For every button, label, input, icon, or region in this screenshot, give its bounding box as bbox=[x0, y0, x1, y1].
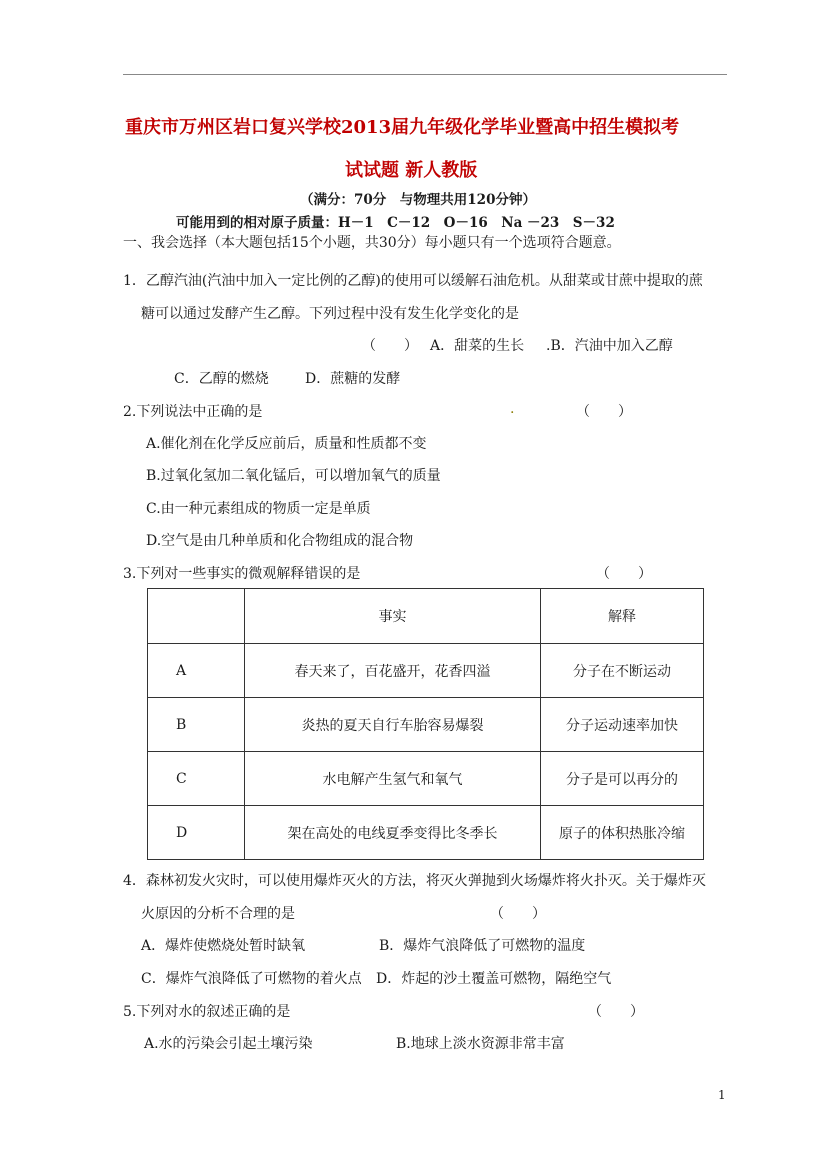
table-cell: B bbox=[148, 698, 245, 752]
q2-option-a: A.催化剂在化学反应前后，质量和性质都不变 bbox=[146, 436, 427, 452]
q2-option-d: D.空气是由几种单质和化合物组成的混合物 bbox=[146, 533, 414, 549]
table-row bbox=[148, 698, 704, 752]
document-title-line1: 重庆市万州区岩口复兴学校2013届九年级化学毕业暨高中招生模拟考 bbox=[125, 117, 680, 138]
page-number: 1 bbox=[718, 1088, 726, 1102]
atomic-masses: 可能用到的相对原子质量：H－1 C－12 O－16 Na －23 S－32 bbox=[176, 215, 615, 231]
q5-option-b: B.地球上淡水资源非常丰富 bbox=[396, 1036, 565, 1052]
q4-answer-paren: （ ） bbox=[490, 906, 546, 922]
q2-stem: 2.下列说法中正确的是 bbox=[123, 404, 263, 420]
table-cell: 原子的体积热胀冷缩 bbox=[541, 806, 704, 860]
q2-answer-paren: （ ） bbox=[576, 404, 632, 420]
table-cell: 分子在不断运动 bbox=[541, 644, 704, 698]
q3-stem: 3.下列对一些事实的微观解释错误的是 bbox=[123, 566, 361, 582]
q4-option-c: C．爆炸气浪降低了可燃物的着火点 bbox=[141, 971, 362, 987]
table-row bbox=[148, 806, 704, 860]
q2-stray-dot: . bbox=[510, 401, 515, 417]
q1-option-b: .B．汽油中加入乙醇 bbox=[546, 338, 673, 354]
table-header-cell: 解释 bbox=[541, 589, 704, 644]
q2-option-c: C.由一种元素组成的物质一定是单质 bbox=[146, 501, 371, 517]
q4-line2: 火原因的分析不合理的是 bbox=[141, 906, 295, 922]
table-cell: 分子是可以再分的 bbox=[541, 752, 704, 806]
table-cell: 分子运动速率加快 bbox=[541, 698, 704, 752]
q4-option-b: B．爆炸气浪降低了可燃物的温度 bbox=[379, 938, 586, 954]
q4-line1: 4．森林初发火灾时，可以使用爆炸灭火的方法，将灭火弹抛到火场爆炸将火扑灭。关于爆炸灭 bbox=[123, 873, 706, 889]
section-heading: 一、我会选择（本大题包括15个小题，共30分）每小题只有一个选项符合题意。 bbox=[123, 235, 621, 251]
table-cell: 架在高处的电线夏季变得比冬季长 bbox=[245, 806, 541, 860]
q1-line1: 1．乙醇汽油(汽油中加入一定比例的乙醇)的使用可以缓解石油危机。从甜菜或甘蔗中提取的蔗 bbox=[123, 273, 703, 289]
q1-option-d: D．蔗糖的发酵 bbox=[305, 371, 401, 387]
q5-option-a: A.水的污染会引起土壤污染 bbox=[144, 1036, 313, 1052]
table-cell: 水电解产生氢气和氧气 bbox=[245, 752, 541, 806]
table-header-row bbox=[148, 589, 704, 644]
header-rule bbox=[123, 74, 727, 75]
table-row bbox=[148, 752, 704, 806]
q5-stem: 5.下列对水的叙述正确的是 bbox=[123, 1004, 291, 1020]
q4-option-a: A．爆炸使燃烧处暂时缺氧 bbox=[141, 938, 306, 954]
table-row bbox=[148, 644, 704, 698]
table-cell: A bbox=[148, 644, 245, 698]
q1-line2: 糖可以通过发酵产生乙醇。下列过程中没有发生化学变化的是 bbox=[141, 306, 519, 322]
table-header-cell: 事实 bbox=[245, 589, 541, 644]
q1-answer-paren: （ ） bbox=[362, 338, 418, 354]
q1-option-a: A．甜菜的生长 bbox=[430, 338, 525, 354]
q4-option-d: D．炸起的沙土覆盖可燃物，隔绝空气 bbox=[376, 971, 612, 987]
exam-info: （满分：70分 与物理共用120分钟） bbox=[300, 192, 536, 208]
table-header-cell bbox=[148, 589, 245, 644]
q5-answer-paren: （ ） bbox=[588, 1004, 644, 1020]
table-cell: D bbox=[148, 806, 245, 860]
facts-table bbox=[147, 588, 704, 860]
table-cell: C bbox=[148, 752, 245, 806]
q3-answer-paren: （ ） bbox=[596, 566, 652, 582]
table-cell: 炎热的夏天自行车胎容易爆裂 bbox=[245, 698, 541, 752]
document-title-line2: 试试题 新人教版 bbox=[345, 160, 478, 181]
q1-option-c: C．乙醇的燃烧 bbox=[174, 371, 269, 387]
q2-option-b: B.过氧化氢加二氧化锰后，可以增加氧气的质量 bbox=[146, 468, 441, 484]
table-cell: 春天来了，百花盛开，花香四溢 bbox=[245, 644, 541, 698]
